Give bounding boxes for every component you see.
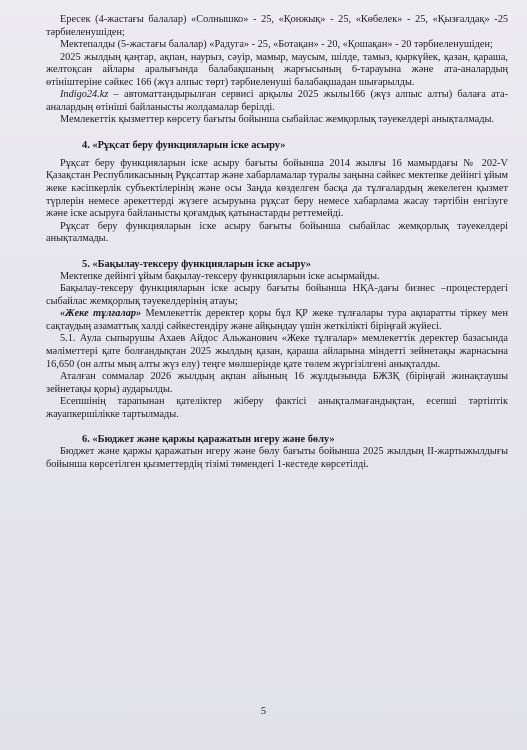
- paragraph-5-1: 5.1. Аула сыпырушы Ахаев Айдос Альжанович «Жеке тұлғалар» мемлекеттік деректер базасында мәліметтері қате болғандықтан 2025 жылдың қазан, қараша айларына міндетті зейнетақы жарнасына 16,650 (он алты мың алты жүз елу) теңге мөлшерінде қате төлем жүргізілгені анықталды.: [46, 333, 508, 370]
- section-heading-5: 5. «Бақылау-тексеру функцияларын іске асыру»: [82, 258, 311, 270]
- paragraph-accountant: Есепшінің тарапынан қателіктер жіберу фактісі анықталмағандықтан, есепші тәртіптік жауапкершілікке тартылмады.: [46, 396, 508, 420]
- section-heading-4: 4. «Рұқсат беру функцияларын іске асыру»: [82, 139, 286, 151]
- paragraph-older-groups: Ересек (4-жастағы балалар) «Солнышко» - 25, «Қонжық» - 25, «Көбелек» - 25, «Қызғалдақ» -25 тәрбиеленушіден;: [46, 14, 508, 38]
- paragraph-services-risk: Мемлекеттік қызметтер көрсету бағыты бойынша сыбайлас жемқорлық тәуекелдері анықталмады.: [60, 114, 494, 126]
- paragraph-permits: Рұқсат беру функцияларын іске асыру бағыты бойынша 2014 жылғы 16 мамырдағы № 202-V Қазақстан Республикасының Рұқсаттар және хабарламалар туралы заңына сәйкес мектепке дейінгі ұйым жеке кәсіпкерлік субъектілерінің және осы Заңда көзделген басқа да тұлғалардың жекелеген қызмет түрлерін немесе әрекеттерді жүзеге асыруына рұқсат беру немесе хабарлама жасау тәртібін енгізуге және іске асыруға байланысты қоғамдық қатынастарды реттемейді.: [46, 157, 508, 220]
- paragraph-indigo: Indigo24.kz – автоматтандырылған сервисі арқылы 2025 жылы166 (жүз алпыс алты) балаға ата-аналардың өтініші байланысты жолдамалар берілді.: [46, 89, 508, 113]
- page-number: 5: [260, 706, 267, 717]
- paragraph-budget: Бюджет және қаржы қаражатын игеру және бөлу бағыты бойынша 2025 жылдың ІІ-жартыжылдығы бойынша көрсетілген қызметтердің тізімі төмендегі 1-кестеде көрсетілді.: [46, 446, 508, 470]
- paragraph-permits-risk: Рұқсат беру функцияларын іске асыру бағыты бойынша сыбайлас жемқорлық тәуекелдері анықталмады.: [46, 220, 508, 245]
- page-body: [46, 14, 508, 471]
- individuals-label: «Жеке тұлғалар»: [60, 308, 142, 320]
- section-heading-6: 6. «Бюджет және қаржы қаражатын игеру және бөлу»: [82, 434, 335, 446]
- paragraph-withdrawals: 2025 жылдың қаңтар, ақпан, наурыз, сәуір, мамыр, маусым, шілде, тамыз, қыркүйек, қазан, қараша, желтоқсан айлары аралығында балабақшаның жарғысының 6-тарауына және ата-аналардың өтініштеріне сәйкес 166 (жүз алпыс төрт) тәрбиеленуші балабақшадан шығарылды.: [46, 51, 508, 88]
- paragraph-control-processes: Бақылау-тексеру функцияларын іске асыру бағыты бойынша НҚА-дағы бизнес –процестердегі сыбайлас жемқорлық тәуекелдерінің атауы;: [46, 283, 508, 307]
- paragraph-transfer: Аталған соммалар 2026 жылдың ақпан айының 16 жұлдызында БЖЗҚ (біріңғай жинақтаушы зейнетақы қоры) аударылды.: [46, 371, 508, 395]
- paragraph-control-none: Мектепке дейінгі ұйым бақылау-тексеру функцияларын іске асырмайды.: [60, 270, 380, 282]
- indigo-site-name: Indigo24.kz: [60, 89, 109, 101]
- paragraph-preschool-groups: Мектепалды (5-жастағы балалар) «Радуга» - 25, «Ботақан» - 20, «Қошақан» - 20 тәрбиеленушіден;: [60, 39, 493, 51]
- paragraph-individuals: «Жеке тұлғалар» Мемлекеттік деректер қоры бұл ҚР жеке тұлғалары тура ақпаратты тіркеу мен сақтаудың азаматтық халді сәйкестендіру және айқындау үшін жеткілікті біріңғай жүйесі.: [46, 308, 508, 332]
